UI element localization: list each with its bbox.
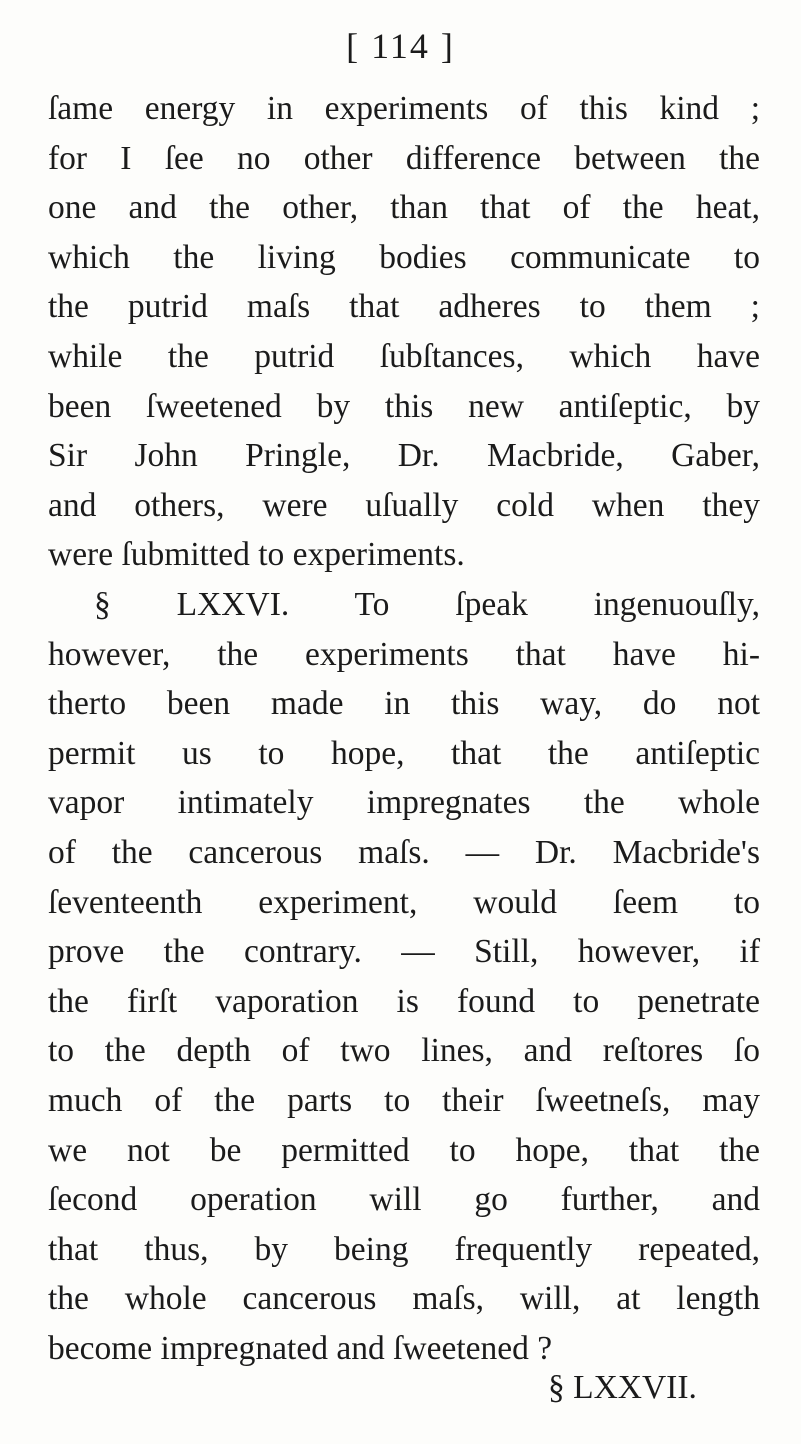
paragraph-1 <box>48 84 760 580</box>
text-line: however, the experiments that have hi- <box>48 635 760 673</box>
text-line: while the putrid ſubſtances, which have <box>48 337 760 375</box>
section-heading-line: § LXXVI. To ſpeak ingenuouſly, <box>94 586 760 623</box>
text-line: one and the other, than that of the heat, <box>48 189 760 227</box>
text-line: the putrid maſs that adheres to them ; <box>48 288 760 326</box>
text-line: and others, were uſually cold when they <box>48 486 760 524</box>
text-line: become impregnated and ſweetened ? <box>48 1329 553 1367</box>
text-line: to the depth of two lines, and reſtores ſo <box>48 1032 760 1070</box>
paragraph-2 <box>48 580 760 1374</box>
text-line: were ſubmitted to experiments. <box>48 536 465 574</box>
text-line: ſecond operation will go further, and <box>48 1181 760 1219</box>
text-line: vapor intimately impregnates the whole <box>48 784 760 822</box>
text-line: ſame energy in experiments of this kind ; <box>48 90 760 127</box>
text-line: we not be permitted to hope, that the <box>48 1131 760 1169</box>
text-line: of the cancerous maſs. — Dr. Macbride's <box>48 833 760 871</box>
text-line: permit us to hope, that the antiſeptic <box>48 734 760 772</box>
text-line: the firſt vaporation is found to penetrate <box>48 982 760 1020</box>
text-line: the whole cancerous maſs, will, at length <box>48 1280 760 1318</box>
text-line: which the living bodies communicate to <box>48 238 760 276</box>
text-line: therto been made in this way, do not <box>48 685 760 723</box>
text-line: that thus, by being frequently repeated, <box>48 1230 760 1268</box>
page-number-header: [ 114 ] <box>346 26 455 66</box>
text-line: much of the parts to their ſweetneſs, may <box>48 1081 760 1119</box>
text-line: Sir John Pringle, Dr. Macbride, Gaber, <box>48 437 760 475</box>
text-line: been ſweetened by this new antiſeptic, by <box>48 387 760 425</box>
catchword: § LXXVII. <box>548 1369 697 1406</box>
text-line: prove the contrary. — Still, however, if <box>48 933 760 971</box>
text-line: for I ſee no other difference between the <box>48 139 760 177</box>
text-line: ſeventeenth experiment, would ſeem to <box>48 883 760 921</box>
